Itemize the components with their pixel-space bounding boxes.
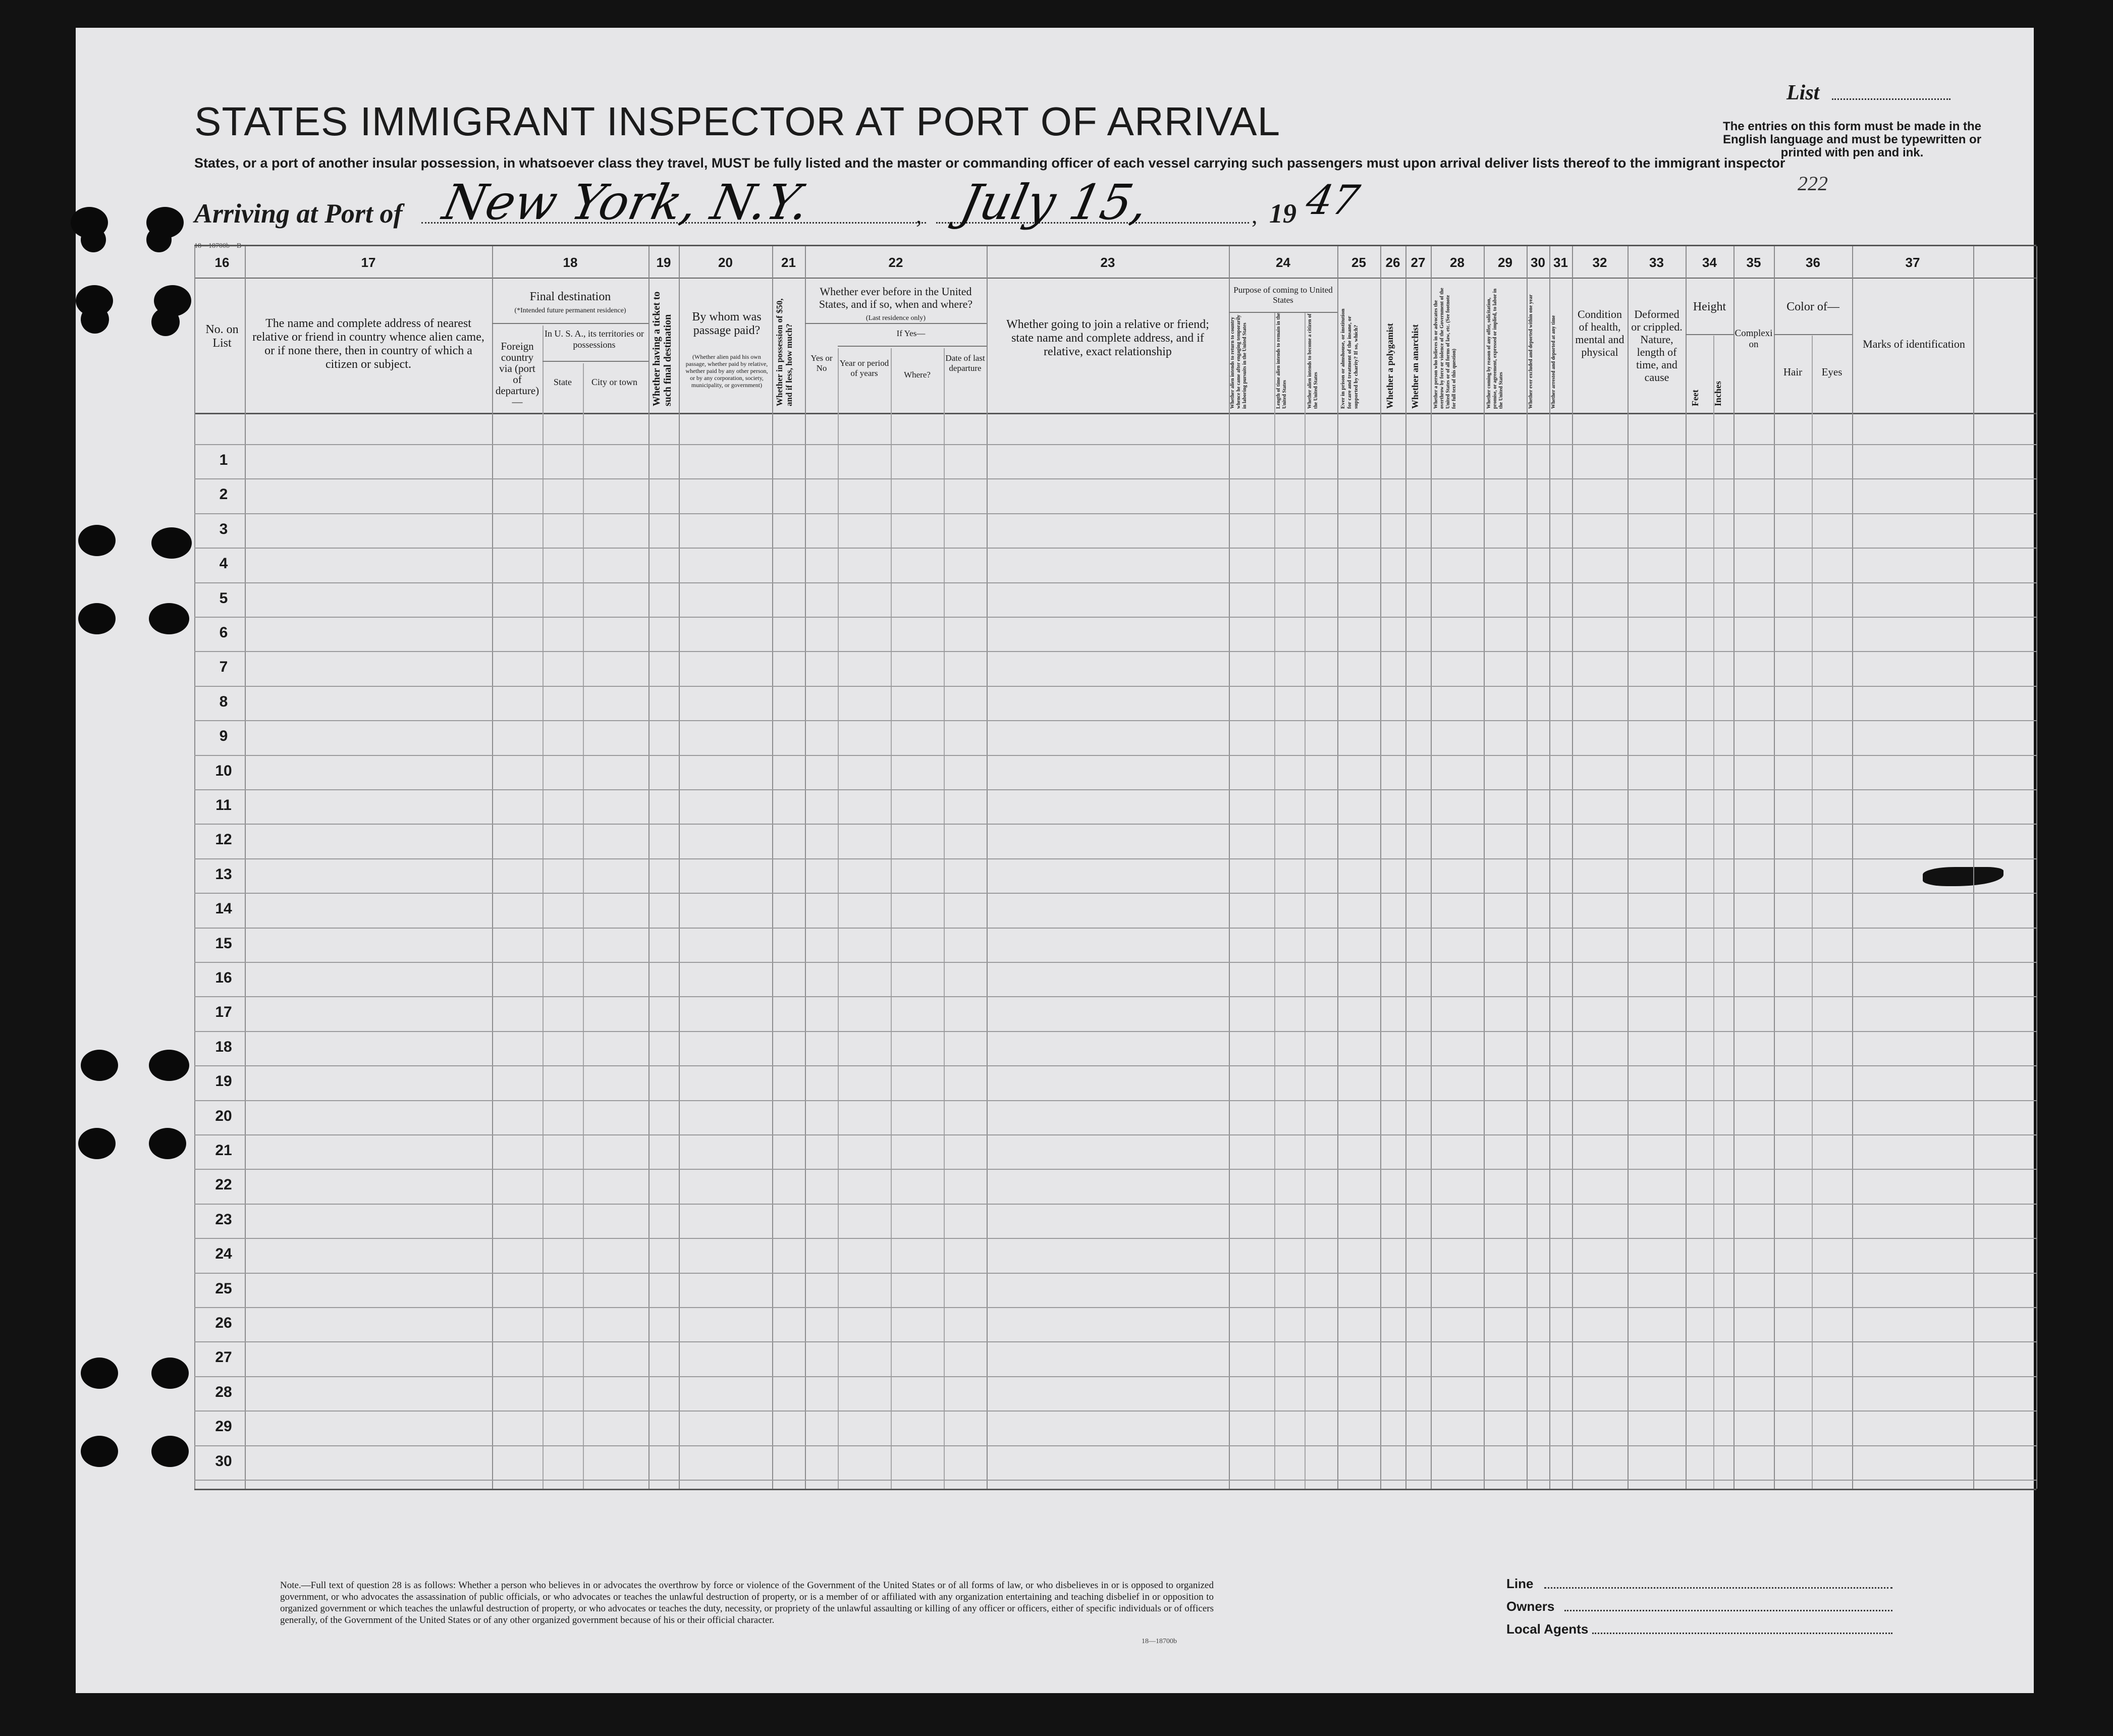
form-instructions: States, or a port of another insular possession, in whatsoever class they travel, MUST be fully listed and the master or commanding officer of each vessel carrying such passengers must upon arrival deliver lists thereof to the immigrant inspector: [194, 155, 1785, 171]
row-rule: [194, 617, 2036, 618]
list-line: [1832, 98, 1951, 100]
row-rule: [194, 824, 2036, 825]
sub-column-rule: [838, 348, 839, 1489]
col-number: 36: [1806, 255, 1820, 270]
col-number: 16: [214, 255, 230, 270]
sub-column-rule: [1305, 313, 1306, 1489]
header-prison: Ever in prison or almshouse, or institution for care and treatment of the insane, or supported by charity? If so, which?: [1340, 308, 1359, 409]
sub-header-rule: [838, 346, 987, 347]
header-date-departure: Date of last departure: [945, 353, 985, 373]
header-city-town: City or town: [591, 377, 637, 387]
col-number: 24: [1276, 255, 1290, 270]
sub-column-rule: [1274, 313, 1275, 1489]
punch-hole: [149, 603, 189, 634]
row-number: 30: [215, 1453, 232, 1470]
row-number: 22: [215, 1176, 232, 1193]
header-if-yes: If Yes—: [896, 329, 926, 338]
row-number: 6: [219, 624, 228, 641]
header-no-on-list: No. on List: [205, 323, 239, 350]
header-polygamist: Whether a polygamist: [1385, 323, 1395, 409]
column-rule: [1405, 246, 1406, 1489]
header-ticket: Whether having a ticket to such final destination: [651, 291, 673, 406]
col-number: 29: [1498, 255, 1512, 270]
sub-column-rule: [583, 363, 584, 1489]
column-rule: [1337, 246, 1338, 1489]
header-foreign-country: Foreign country via (port of departure)—: [495, 340, 539, 408]
col-number: 20: [718, 255, 733, 270]
row-rule: [194, 513, 2036, 514]
header-purpose: Purpose of coming to United States: [1233, 285, 1333, 305]
column-rule: [1229, 246, 1230, 1489]
column-rule: [648, 246, 649, 1489]
row-number: 20: [215, 1108, 232, 1124]
row-rule: [194, 1100, 2036, 1101]
header-eyes: Eyes: [1821, 366, 1843, 378]
port-handwritten: New York, N.Y.: [438, 174, 815, 231]
header-purpose-citizen: Whether alien intends to become a citizen of the United States: [1307, 313, 1319, 409]
punch-hole: [78, 525, 116, 556]
col-number: 19: [656, 255, 671, 270]
list-label: List: [1786, 81, 1820, 104]
row-rule: [194, 1480, 2036, 1481]
col-number: 30: [1531, 255, 1545, 270]
row-number: 18: [215, 1039, 232, 1055]
punch-hole: [146, 227, 172, 252]
punch-hole: [81, 1050, 118, 1081]
row-number: 21: [215, 1142, 232, 1159]
row-rule: [194, 962, 2036, 963]
row-rule: [194, 858, 2036, 859]
row-number: 4: [219, 555, 228, 572]
header-bottom-rule: [194, 413, 2036, 414]
row-number: 5: [219, 590, 228, 607]
row-number: 1: [219, 452, 228, 468]
owners-label: Owners: [1506, 1599, 1555, 1614]
column-rule: [245, 246, 246, 1489]
column-rule: [805, 246, 806, 1489]
row-number: 12: [215, 831, 232, 848]
row-rule: [194, 789, 2036, 790]
local-agents-field[interactable]: [1592, 1633, 1892, 1634]
header-purpose-return: Whether alien intends to return to country whence he came after engaging temporarily in laboring pursuits in the United States: [1230, 314, 1248, 409]
row-rule: [194, 720, 2036, 721]
table-top-rule: [194, 245, 2036, 246]
punch-hole: [81, 305, 109, 334]
sub-header-rule: [1774, 334, 1852, 335]
col-number: 35: [1746, 255, 1761, 270]
row-number: 15: [215, 935, 232, 952]
row-number: 17: [215, 1004, 232, 1020]
row-number: 28: [215, 1384, 232, 1400]
column-rule: [1484, 246, 1485, 1489]
punch-hole: [81, 1436, 118, 1467]
form-title: STATES IMMIGRANT INSPECTOR AT PORT OF ARRIVAL: [194, 99, 1281, 144]
year-prefix: 19: [1269, 198, 1296, 229]
header-state: State: [554, 377, 572, 387]
sub-header-rule: [1686, 334, 1733, 335]
row-number: 10: [215, 763, 232, 779]
line-field[interactable]: [1544, 1587, 1892, 1589]
line-label: Line: [1506, 1576, 1534, 1591]
col-number: 18: [563, 255, 578, 270]
row-rule: [194, 1307, 2036, 1308]
header-hair: Hair: [1783, 366, 1803, 378]
header-join-relative: Whether going to join a relative or friend; state name and complete address, and if relative, exact relationship: [1006, 318, 1209, 358]
header-yes-no: Yes or No: [810, 353, 833, 373]
header-inches: Inches: [1713, 381, 1723, 406]
column-rule: [1774, 246, 1775, 1489]
row-rule: [194, 1204, 2036, 1205]
col-number: 33: [1649, 255, 1664, 270]
comma-mark: ,: [916, 202, 922, 228]
footnote-question-28: Note.—Full text of question 28 is as follows: Whether a person who believes in or advocates the overthrow by force or violence of the Government of the United States or of all forms of law, or who disbelieves in or is opposed to organized government, or who advocates the assassination of public officials, or who advocates or teaches the unlawful destruction of property, or is a member of or affiliated with any organization entertaining and teaching disbelief in or opposition to organized government or which teaches the unlawful destruction of property, or who advocates or teaches the duty, necessity, or propriety of the unlawful assaulting or killing of any officer or officers, either of specific individuals or of officers generally, of the Government of the United States or of any other organized government because of his or their official character.: [280, 1580, 1214, 1625]
row-rule: [194, 1134, 2036, 1135]
sub-header-rule: [492, 323, 648, 324]
row-number: 26: [215, 1315, 232, 1331]
arriving-label: Arriving at Port of: [194, 198, 403, 229]
date-handwritten: July 15,: [955, 174, 1154, 231]
row-number: 25: [215, 1280, 232, 1297]
row-rule: [194, 1065, 2036, 1066]
row-rule: [194, 1376, 2036, 1377]
punch-hole: [78, 603, 116, 634]
header-before-in-us: Whether ever before in the United States, and if so, when and where?: [819, 285, 973, 310]
row-rule: [194, 1410, 2036, 1412]
column-rule: [1572, 246, 1573, 1489]
header-health: Condition of health, mental and physical: [1575, 308, 1624, 358]
row-number: 9: [219, 728, 228, 744]
sub-column-rule: [891, 348, 892, 1489]
column-rule: [679, 246, 680, 1489]
col-number: 34: [1702, 255, 1717, 270]
row-number: 27: [215, 1349, 232, 1366]
col-number: 25: [1351, 255, 1366, 270]
column-rule: [194, 246, 195, 1489]
header-labor-offer: Whether coming by reason of any offer, solicitation, promise, or agreement, expressed or implied, to labor in the United States: [1486, 288, 1504, 409]
header-overthrow: Whether a person who believes in or advocates the overthrow by force or violence of the Government of the United States or of all forms of law, etc. (See footnote for full text of this question): [1433, 288, 1457, 409]
col-number: 23: [1100, 255, 1115, 270]
row-rule: [194, 651, 2036, 652]
row-number: 2: [219, 486, 228, 503]
row-rule: [194, 1031, 2036, 1032]
col-number: 27: [1411, 255, 1426, 270]
form-notice: The entries on this form must be made in the English language and must be typewritten or printed with pen and ink.: [1722, 120, 1982, 159]
column-rule: [772, 246, 773, 1489]
row-number: 14: [215, 900, 232, 917]
row-rule: [194, 1238, 2036, 1239]
column-rule: [1733, 246, 1735, 1489]
sub-column-rule: [543, 326, 544, 1489]
header-final-destination: Final destination: [529, 290, 611, 303]
header-before-in-us-note: (Last residence only): [865, 314, 926, 322]
col-number: 28: [1450, 255, 1465, 270]
header-feet: Feet: [1690, 390, 1700, 406]
header-anarchist: Whether an anarchist: [1410, 324, 1420, 409]
row-rule: [194, 478, 2036, 479]
punch-hole: [81, 1358, 118, 1389]
header-deformed: Deformed or crippled. Nature, length of time, and cause: [1631, 308, 1683, 384]
column-rule: [1431, 246, 1432, 1489]
header-nearest-relative: The name and complete address of nearest relative or friend in country whence alien came, or if none there, then in country of which a citizen or subject.: [252, 317, 484, 371]
sub-column-rule: [1713, 336, 1714, 1489]
header-year-period: Year or period of years: [839, 358, 889, 378]
header-passage-paid: By whom was passage paid?: [692, 310, 762, 337]
column-rule: [1973, 246, 1974, 1489]
header-where: Where?: [904, 370, 931, 379]
punch-hole: [151, 527, 192, 559]
column-rule: [1628, 246, 1629, 1489]
column-rule: [1527, 246, 1528, 1489]
row-rule: [194, 996, 2036, 997]
row-number: 11: [215, 797, 232, 813]
punch-hole: [151, 308, 180, 336]
col-number: 17: [361, 255, 376, 270]
col-number: 32: [1592, 255, 1607, 270]
header-marks-identification: Marks of identification: [1863, 338, 1965, 350]
header-excluded: Whether ever excluded and deported within one year: [1528, 294, 1534, 409]
header-passage-paid-note: (Whether alien paid his own passage, whether paid by relative, whether paid by any other person, or by any corporation, society, municipality, or government): [685, 353, 768, 389]
punch-hole: [81, 227, 106, 252]
year-handwritten: 47: [1302, 177, 1364, 224]
local-agents-label: Local Agents: [1506, 1621, 1589, 1637]
row-number: 7: [219, 659, 228, 675]
row-rule: [194, 1445, 2036, 1446]
col-number: 21: [781, 255, 796, 270]
punch-hole: [78, 1128, 116, 1159]
column-rule: [1549, 246, 1550, 1489]
header-fifty-dollars: Whether in possession of $50, and if less, how much?: [775, 298, 794, 406]
owners-field[interactable]: [1564, 1610, 1892, 1611]
sub-header-rule: [543, 361, 648, 362]
header-purpose-length: Length of time alien intends to remain in the United States: [1276, 313, 1287, 409]
column-rule: [1686, 246, 1687, 1489]
row-number: 3: [219, 521, 228, 537]
number-row-rule: [194, 278, 2036, 279]
col-number: 22: [888, 255, 903, 270]
header-arrested: Whether arrested and deported at any time: [1551, 315, 1556, 409]
row-rule: [194, 755, 2036, 756]
column-rule: [987, 246, 988, 1489]
punch-hole: [151, 1358, 189, 1389]
col-number: 31: [1553, 255, 1568, 270]
column-rule: [1380, 246, 1381, 1489]
row-number: 29: [215, 1418, 232, 1435]
row-number: 13: [215, 866, 232, 883]
column-rule: [2036, 246, 2037, 1489]
header-height: Height: [1693, 300, 1726, 313]
header-color-of: Color of—: [1786, 300, 1839, 313]
form-number-bottom: 18—18700b: [1142, 1638, 1177, 1645]
punch-hole: [149, 1128, 186, 1159]
sub-column-rule: [1812, 336, 1813, 1489]
form-number-top: [194, 242, 241, 250]
row-rule: [194, 1169, 2036, 1170]
list-number: 222: [1798, 172, 1828, 195]
row-rule: [194, 893, 2036, 894]
row-number: 24: [215, 1245, 232, 1262]
col-number: 26: [1385, 255, 1400, 270]
col-number: 37: [1905, 255, 1920, 270]
row-number: 23: [215, 1211, 232, 1228]
row-rule: [194, 1273, 2036, 1274]
header-complexion: Complexion: [1735, 328, 1773, 350]
row-rule: [194, 444, 2036, 445]
column-rule: [492, 246, 493, 1489]
header-in-usa: In U. S. A., its territories or possessions: [545, 329, 644, 350]
column-rule: [1852, 246, 1853, 1489]
row-number: 16: [215, 969, 232, 986]
row-rule: [194, 1341, 2036, 1342]
row-rule: [194, 548, 2036, 549]
punch-hole: [149, 1050, 189, 1081]
table-bottom-rule: [194, 1489, 2036, 1490]
sub-column-rule: [944, 348, 945, 1489]
row-rule: [194, 582, 2036, 583]
comma-mark: ,: [1252, 202, 1258, 228]
row-number: 19: [215, 1073, 232, 1090]
header-final-destination-note: (*Intended future permanent residence): [514, 307, 626, 314]
row-number: 8: [219, 693, 228, 710]
punch-hole: [151, 1436, 189, 1467]
row-rule: [194, 928, 2036, 929]
row-rule: [194, 686, 2036, 687]
